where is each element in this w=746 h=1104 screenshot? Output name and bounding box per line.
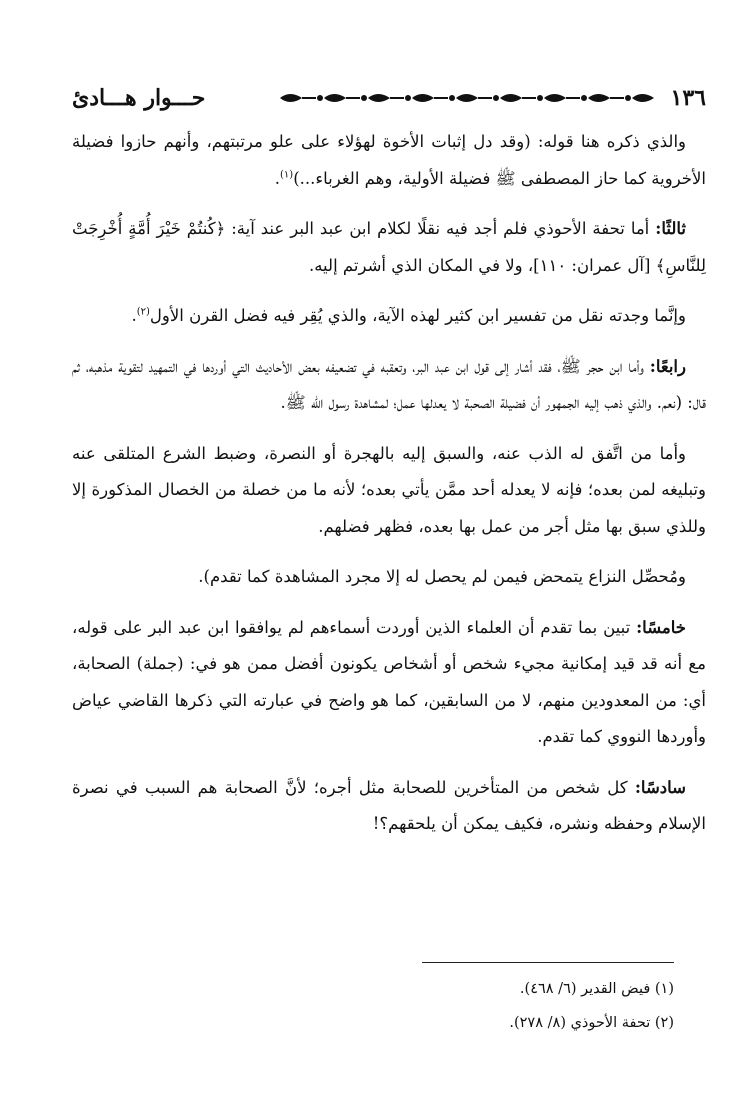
paragraph-text: والذي ذكره هنا قوله: (وقد دل إثبات الأخوة لهؤلاء على علو مرتبتهم، وأنهم حازوا فضيلة الأخروية كما حاز المصطفى ﷺ فضيلة الأولية، وهم الغرباء...) bbox=[72, 132, 706, 188]
paragraph-text: وإنَّما وجدته نقل من تفسير ابن كثير لهذه الآية، والذي يُقِر فيه فضل القرن الأول bbox=[149, 306, 686, 325]
paragraph-lead: ثالثًا: bbox=[655, 219, 686, 238]
paragraph-text: وأما ابن حجر ﷺ، فقد أشار إلى قول ابن عبد البر، وتعقبه في تضعيفه بعض الأحاديث التي أوردها في التمهيد لتقوية مذهبه، ثم قال: (نعم. والذي ذهب إليه الجمهور أن فضيلة الصحبة لا يعدلها عمل؛ لمشاهدة رسول الله ﷺ. bbox=[72, 356, 706, 412]
paragraph-text: ومُحصِّل النزاع يتمحض فيمن لم يحصل له إلا مجرد المشاهدة كما تقدم). bbox=[198, 567, 686, 586]
paragraph-text: كل شخص من المتأخرين للصحابة مثل أجره؛ لأنَّ الصحابة هم السبب في نصرة الإسلام وحفظه ونشره، فكيف يمكن أن يلحقهم؟! bbox=[72, 777, 706, 833]
page-header bbox=[72, 84, 706, 112]
paragraph-lead: خامسًا: bbox=[636, 617, 686, 637]
paragraph-tail: . bbox=[274, 168, 280, 188]
header-ornament bbox=[280, 88, 654, 108]
paragraph-lead: سادسًا: bbox=[634, 777, 686, 797]
paragraph bbox=[72, 436, 706, 546]
footnote: (٢) تحفة الأحوذي (٨/ ٢٧٨). bbox=[509, 1015, 674, 1031]
running-title: حـــوار هـــادئ bbox=[72, 85, 206, 111]
footnotes bbox=[274, 972, 674, 1040]
paragraph-lead: رابعًا: bbox=[649, 356, 686, 376]
paragraph-tail: . bbox=[131, 306, 137, 325]
footnote-divider bbox=[422, 962, 674, 963]
footnote-ref: (١) bbox=[280, 169, 294, 180]
paragraph bbox=[72, 211, 706, 284]
footnote: (١) فيض القدير (٦/ ٤٦٨). bbox=[519, 981, 674, 997]
paragraph bbox=[72, 559, 706, 596]
footnote-ref: (٢) bbox=[136, 306, 150, 318]
paragraph bbox=[72, 124, 706, 197]
paragraph bbox=[72, 349, 706, 422]
body-text bbox=[72, 124, 706, 857]
paragraph-text: وأما من اتَّفق له الذب عنه، والسبق إليه بالهجرة أو النصرة، وضبط الشرع المتلقى عنه وتبليغه لمن بعده؛ فإنه لا يعدله أحد ممَّن يأتي بعده؛ لأنه ما من خصلة من الخصال المذكورة إلا وللذي سبق بها مثل أجر من عمل بها بعده، فظهر فضلهم. bbox=[72, 443, 706, 536]
paragraph bbox=[72, 610, 706, 756]
page-number: ١٣٦ bbox=[670, 85, 706, 111]
paragraph bbox=[72, 298, 706, 335]
paragraph bbox=[72, 770, 706, 843]
paragraph-text: تبين بما تقدم أن العلماء الذين أوردت أسماءهم لم يوافقوا ابن عبد البر على قوله، مع أنه قد قيد إمكانية مجيء شخص أو أشخاص يكونون أفضل ممن هو في: (جملة) الصحابة، أي: من المعدودين منهم، لا من السابقين، كما هو واضح في عبارته التي ذكرها القاضي عياض وأوردها النووي كما تقدم. bbox=[72, 617, 706, 746]
paragraph-text: أما تحفة الأحوذي فلم أجد فيه نقلًا لكلام ابن عبد البر عند آية: ﴿كُنتُمْ خَيْرَ أُمَّةٍ أُخْرِجَتْ لِلنَّاسِ﴾ [آل عمران: ١١٠]، ولا في المكان الذي أشرتم إليه. bbox=[72, 219, 706, 275]
